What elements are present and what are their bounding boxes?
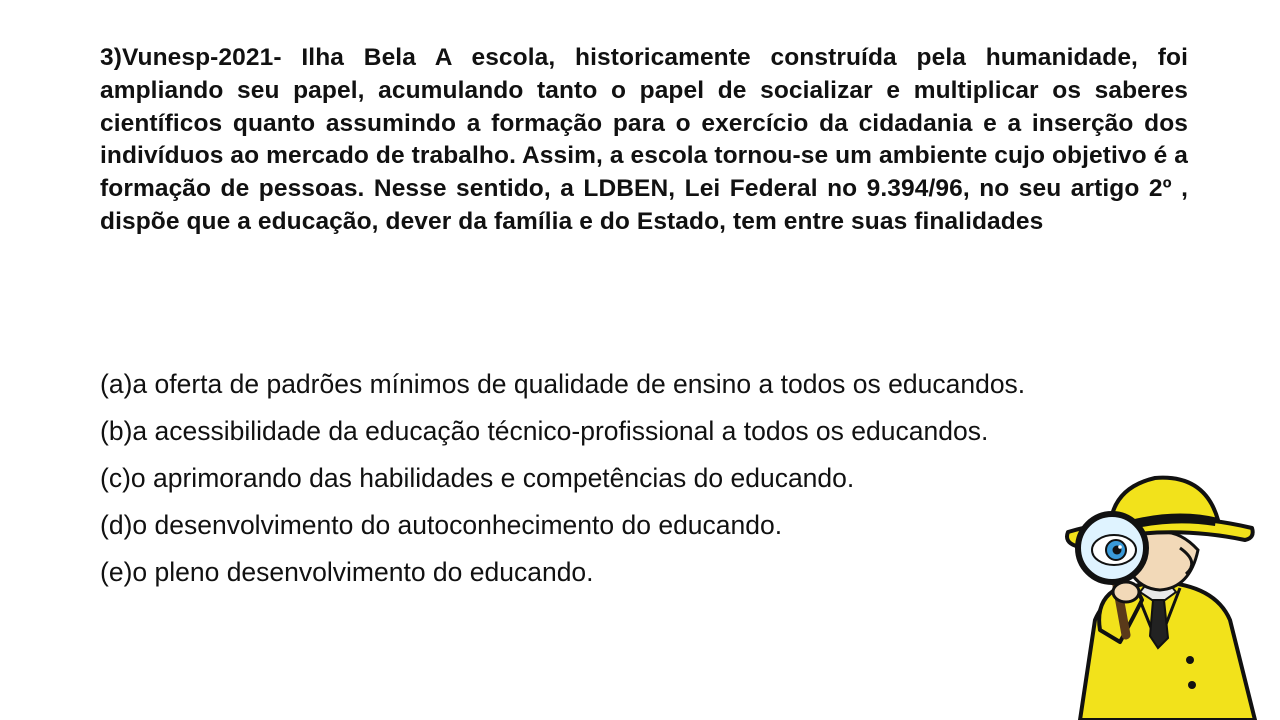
- option-d: (d)o desenvolvimento do autoconhecimento do educando.: [100, 510, 783, 540]
- tie-shape: [1150, 600, 1168, 648]
- option-e: (e)o pleno desenvolvimento do educando.: [100, 557, 594, 587]
- option-a: (a)a oferta de padrões mínimos de qualidade de ensino a todos os educandos.: [100, 369, 1026, 399]
- coat-button-shape: [1188, 681, 1196, 689]
- option-c: (c)o aprimorando das habilidades e competências do educando.: [100, 463, 855, 493]
- option-b: (b)a acessibilidade da educação técnico-profissional a todos os educandos.: [100, 416, 989, 446]
- question-text: 3)Vunesp-2021- Ilha Bela A escola, historicamente construída pela humanidade, foi ampliando seu papel, acumulando tanto o papel de socializar e multiplicar os saberes científicos quanto assumindo a formação para o exercício da cidadania e a inserção dos indivíduos ao mercado de trabalho. Assim, a escola tornou-se um ambiente cujo objetivo é a formação de pessoas. Nesse sentido, a LDBEN, Lei Federal no 9.394/96, no seu artigo 2º , dispõe que a educação, dever da família e do Estado, tem entre suas finalidades: [100, 44, 1188, 235]
- coat-button-shape: [1186, 656, 1194, 664]
- hand-shape: [1113, 582, 1139, 602]
- detective-with-magnifying-glass-icon: [1040, 470, 1280, 720]
- answer-options-list: [100, 368, 1200, 603]
- eye-glint-shape: [1118, 545, 1122, 549]
